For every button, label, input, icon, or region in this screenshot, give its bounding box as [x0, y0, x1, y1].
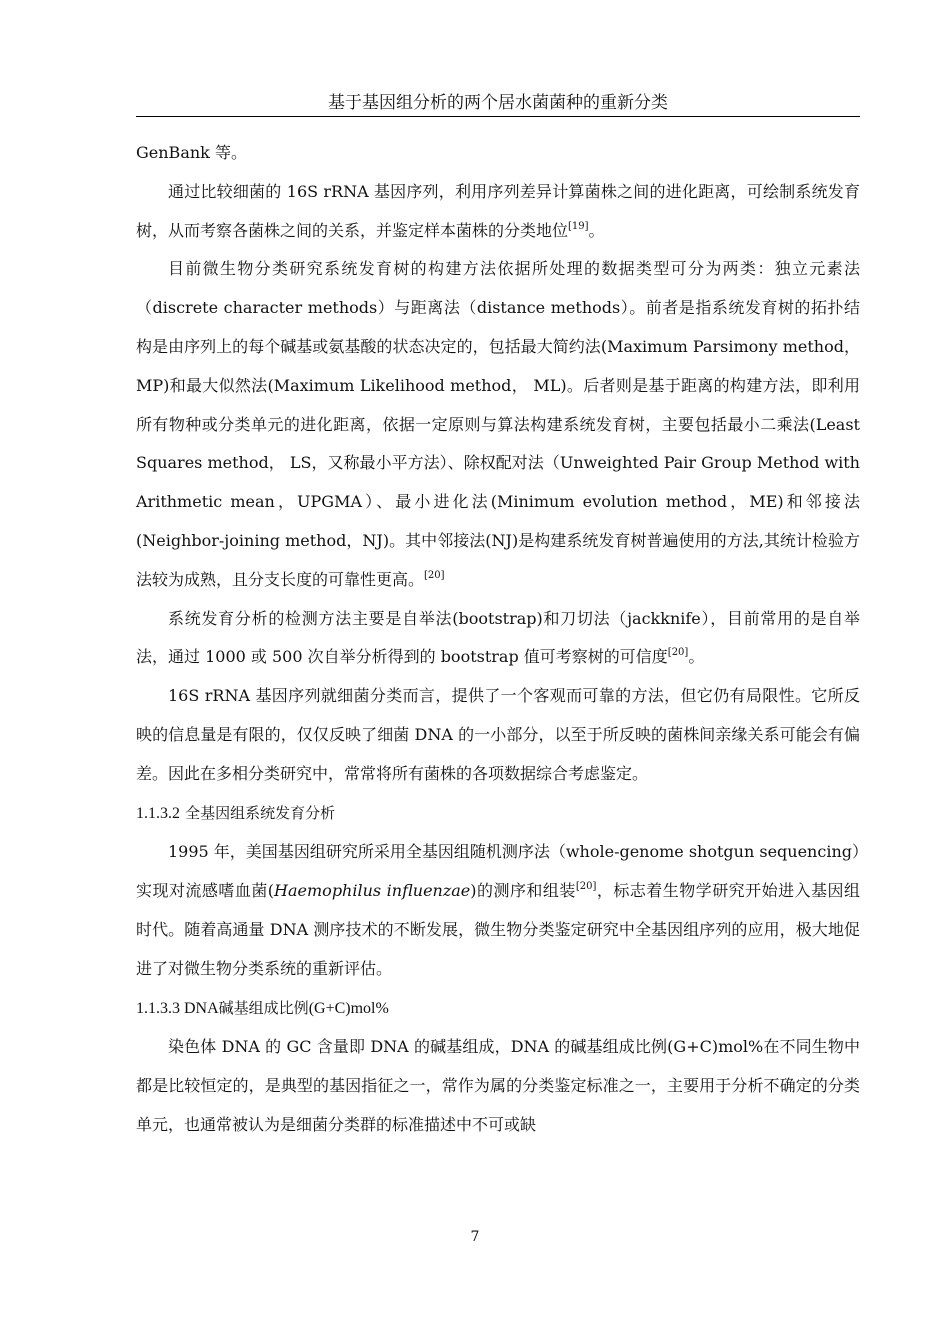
paragraph-text: 系统发育分析的检测方法主要是自举法(bootstrap)和刀切法（jackknife），目前常用的是自举法，通过 1000 或 500 次自举分析得到的 bootstrap 值可考察树的可信度: [136, 608, 860, 667]
citation-ref: [20]: [424, 569, 445, 581]
species-name: Haemophilus influenzae: [274, 881, 471, 901]
paragraph-tree-methods: [136, 250, 860, 599]
header-rule: [136, 116, 860, 117]
page-number: 7: [470, 1229, 480, 1245]
section-title: 全基因组系统发育分析: [185, 803, 336, 822]
paragraph-end: ，标志着生物学研究开始进入基因组时代。随着高通量 DNA 测序技术的不断发展，微生物分类鉴定研究中全基因组序列的应用，极大地促进了对微生物分类系统的重新评估。: [136, 881, 860, 978]
paragraph-16s-phylogeny: [136, 173, 860, 251]
paragraph-text: 通过比较细菌的 16S rRNA 基因序列，利用序列差异计算菌株之间的进化距离，可绘制系统发育树，从而考察各菌株之间的关系，并鉴定样本菌株的分类地位: [136, 181, 860, 240]
section-number: 1.1.3.3 DNA: [136, 999, 219, 1017]
section-title-suffix: (G+C)mol%: [308, 999, 389, 1017]
body-text: [136, 134, 860, 1145]
citation-ref: [20]: [575, 881, 597, 893]
paragraph-genome-era: [136, 833, 860, 988]
section-heading-whole-genome: [136, 794, 860, 834]
section-number: 1.1.3.2: [136, 804, 180, 822]
paragraph-text: 1995 年，美国基因组研究所采用全基因组随机测序法（whole-genome shotgun sequencing）实现对流感嗜血菌(: [136, 842, 860, 901]
section-heading-gc-content: [136, 989, 860, 1029]
paragraph-text: 目前微生物分类研究系统发育树的构建方法依据所处理的数据类型可分为两类：独立元素法（discrete character methods）与距离法（distance methods）。前者是指系统发育树的拓扑结构是由序列上的每个碱基或氨基酸的状态决定的，包括最大简约法(Maximum Parsimony method，MP)和最大似然法(Maximum Likelihood method， ML)。后者则是基于距离的构建方法，即利用所有物种或分类单元的进化距离，依据一定原则与算法构建系统发育树，主要包括最小二乘法(Least Squares method， LS，又称最小平方法）、除权配对法（Unweighted Pair Group Method with Arithmetic mean，UPGMA）、最小进化法(Minimum evolution method，ME)和邻接法(Neighbor-joining method，NJ)。其中邻接法(NJ)是构建系统发育树普遍使用的方法,其统计检验方法较为成熟，且分支长度的可靠性更高。: [136, 259, 860, 589]
paragraph-bootstrap: [136, 600, 860, 678]
running-header: 基于基因组分析的两个居水菌菌种的重新分类: [328, 93, 668, 113]
paragraph-text-2: )的测序和组装: [470, 881, 576, 901]
paragraph-continuation: GenBank 等。: [136, 143, 247, 162]
citation-ref: [20]: [667, 647, 689, 659]
paragraph-gc-content: 染色体 DNA 的 GC 含量即 DNA 的碱基组成，DNA 的碱基组成比例(G+C)mol%在不同生物中都是比较恒定的，是典型的基因指征之一，常作为属的分类鉴定标准之一，主要用于分析不确定的分类单元，也通常被认为是细菌分类群的标准描述中不可或缺: [136, 1037, 860, 1134]
paragraph-end: 。: [688, 647, 705, 667]
citation-ref: [19]: [568, 220, 589, 232]
paragraph-end: 。: [588, 220, 605, 240]
paragraph-16s-limitations: 16S rRNA 基因序列就细菌分类而言，提供了一个客观而可靠的方法，但它仍有局限性。它所反映的信息量是有限的，仅仅反映了细菌 DNA 的一小部分，以至于所反映的菌株间亲缘关系可能会有偏差。因此在多相分类研究中，常常将所有菌株的各项数据综合考虑鉴定。: [136, 686, 860, 783]
section-title: 碱基组成比例: [218, 998, 309, 1017]
